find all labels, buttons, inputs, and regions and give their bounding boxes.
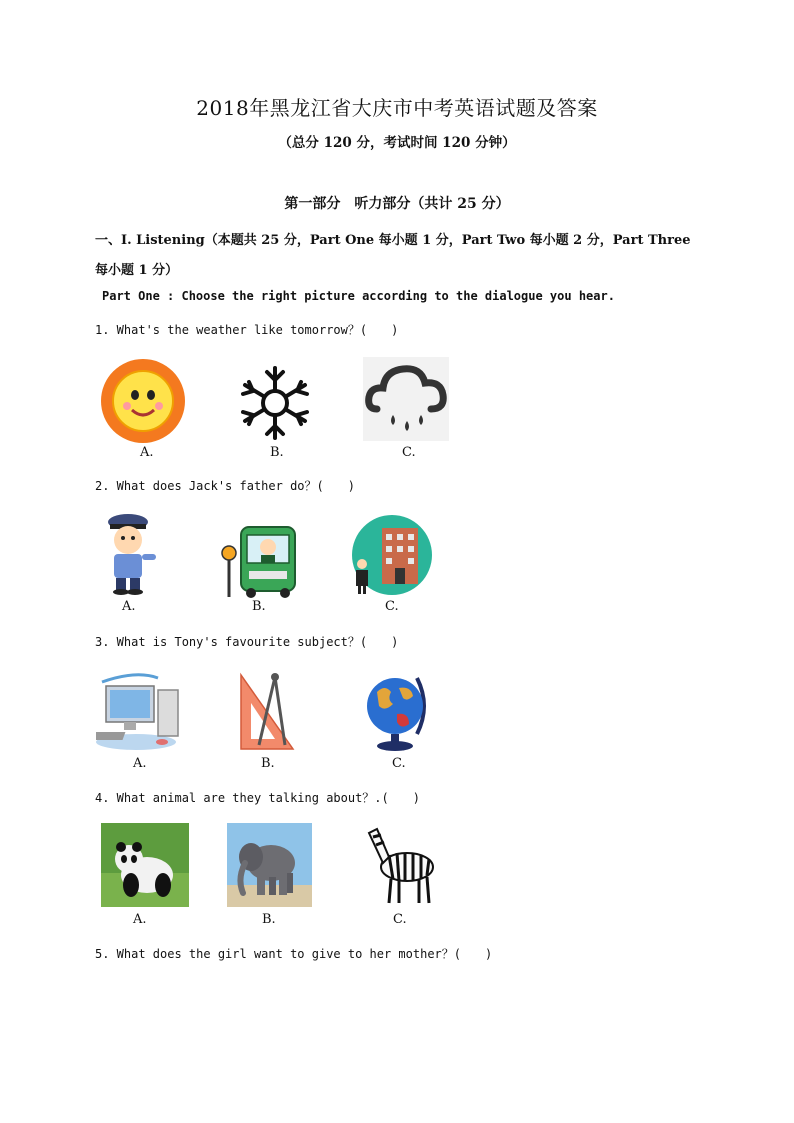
triangle-ruler-compass-icon xyxy=(237,669,297,755)
policeman-icon xyxy=(98,510,160,596)
question-4: 4. What animal are they talking about？.( ) xyxy=(95,791,420,805)
option-label: B. xyxy=(252,599,266,614)
question-1: 1. What's the weather like tomorrow？( ) xyxy=(95,323,399,337)
option-label: B. xyxy=(270,445,284,460)
option-label: B. xyxy=(262,912,276,927)
snowflake-icon xyxy=(233,364,317,442)
part-one-instruction: Part One : Choose the right picture according to the dialogue you hear. xyxy=(102,289,615,303)
option-label: C. xyxy=(385,599,399,614)
panda-icon xyxy=(101,823,189,907)
hotel-icon xyxy=(348,514,436,596)
zebra-icon xyxy=(359,823,441,907)
option-label: C. xyxy=(392,756,406,771)
sun-icon xyxy=(100,358,186,444)
option-label: A. xyxy=(122,599,136,614)
option-label: B. xyxy=(261,756,275,771)
rain-cloud-icon xyxy=(363,357,449,441)
globe-icon xyxy=(363,668,431,754)
option-label: A. xyxy=(133,912,147,927)
section-heading: 第一部分 听力部分（共计 25 分） xyxy=(284,196,510,212)
bus-driver-icon xyxy=(219,523,299,599)
page-title: 2018年黑龙江省大庆市中考英语试题及答案 xyxy=(196,96,598,120)
option-label: C. xyxy=(402,445,416,460)
section-intro: 一、I. Listening（本题共 25 分，Part One 每小题 1 分，Part Two 每小题 2 分，Part Three 每小题 1 分） xyxy=(95,233,691,278)
question-5: 5. What does the girl want to give to her mother？( ) xyxy=(95,947,493,961)
option-label: A. xyxy=(133,756,147,771)
exam-info: （总分 120 分，考试时间 120 分钟） xyxy=(278,135,516,151)
option-label: A. xyxy=(140,445,154,460)
option-label: C. xyxy=(393,912,407,927)
computer-icon xyxy=(96,670,184,752)
elephant-icon xyxy=(227,823,312,907)
question-3: 3. What is Tony's favourite subject？( ) xyxy=(95,635,399,649)
question-2: 2. What does Jack's father do？( ) xyxy=(95,479,355,493)
